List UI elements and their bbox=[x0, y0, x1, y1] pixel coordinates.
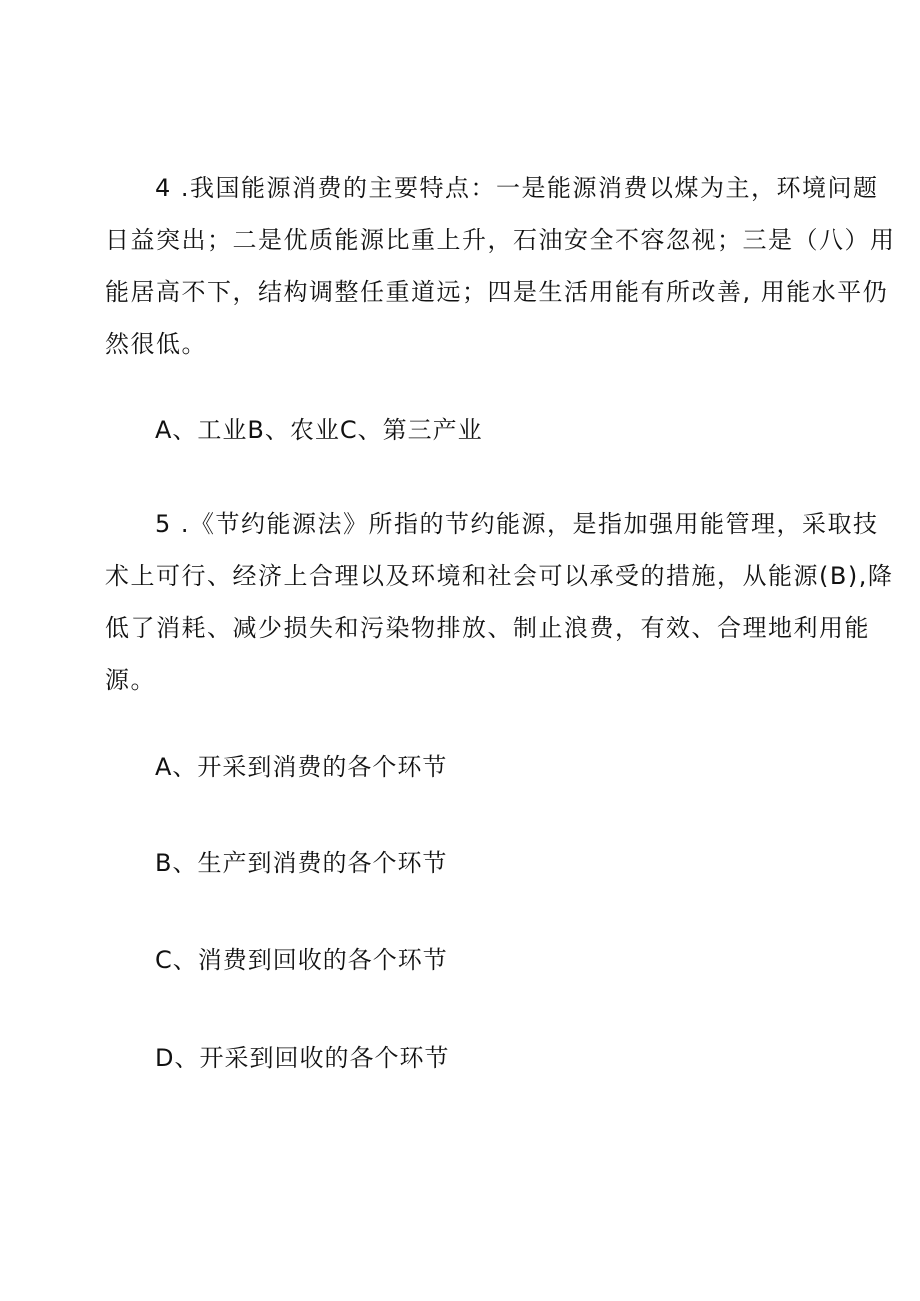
question-5-option-a: A、开采到消费的各个环节 bbox=[155, 753, 448, 781]
question-4-line-3: 能居高不下，结构调整任重道远；四是生活用能有所改善, 用能水平仍 bbox=[105, 278, 889, 306]
question-5-option-b: B、生产到消费的各个环节 bbox=[155, 849, 448, 877]
question-4-text bbox=[105, 162, 896, 370]
question-5-line-3: 低了消耗、减少损失和污染物排放、制止浪费，有效、合理地利用能 bbox=[105, 614, 870, 642]
question-5-option-c: C、消费到回收的各个环节 bbox=[155, 946, 448, 974]
question-4-options: A、工业B、农业C、第三产业 bbox=[155, 416, 483, 444]
question-5-text bbox=[105, 498, 894, 706]
question-5-line-1: 5 .《节约能源法》所指的节约能源，是指加强用能管理，采取技 bbox=[155, 510, 879, 538]
question-4-line-1: 4 .我国能源消费的主要特点：一是能源消费以煤为主，环境问题 bbox=[155, 174, 879, 202]
question-4-line-2: 日益突出；二是优质能源比重上升，石油安全不容忽视；三是（八）用 bbox=[105, 226, 896, 254]
question-4-line-4: 然很低。 bbox=[105, 330, 207, 358]
question-5-line-4: 源。 bbox=[105, 666, 156, 694]
question-5-line-2: 术上可行、经济上合理以及环境和社会可以承受的措施，从能源(B),降 bbox=[105, 562, 894, 590]
question-5-option-d: D、开采到回收的各个环节 bbox=[155, 1044, 450, 1072]
